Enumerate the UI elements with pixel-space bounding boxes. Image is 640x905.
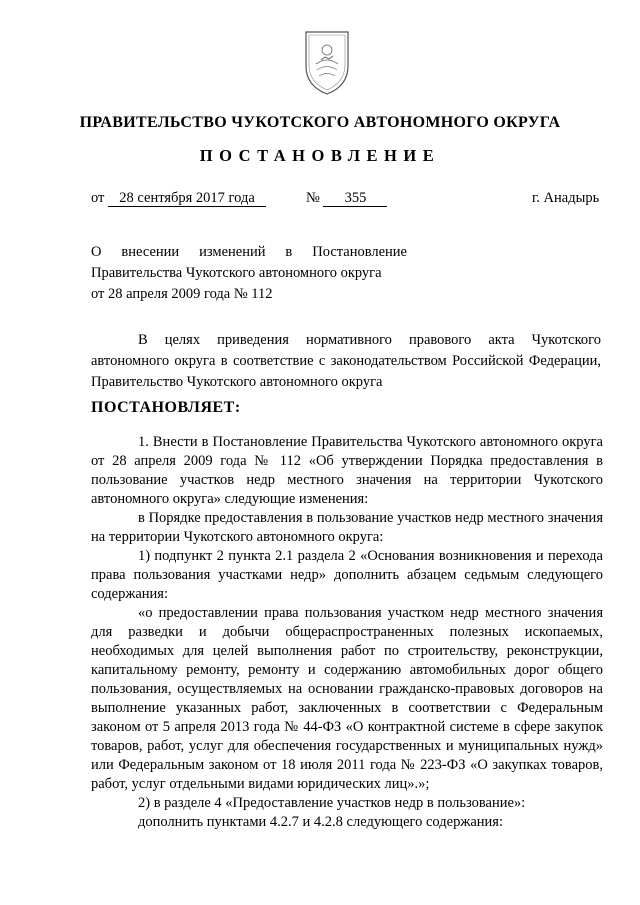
- number-sign: №: [306, 190, 320, 206]
- decree-body: [91, 433, 603, 832]
- city-name: г. Анадырь: [532, 190, 600, 206]
- body-paragraph: «о предоставлении права пользования участком недр местного значения для разведки и добычи общераспространенных полезных ископаемых, необходимых для целей выполнения работ по строительству, реконструкции, капитальному ремонту, ремонту и содержанию автомобильных дорог общего пользования, осуществляемых на основании гражданско-правовых договоров на выполнение указанных работ, заключенных в соответствии с Федеральным законом от 5 апреля 2013 года № 44-ФЗ «О контрактной системе в сфере закупок товаров, работ, услуг для обеспечения государственных и муниципальных нужд» или Федеральным законом от 18 июля 2011 года № 223-ФЗ «О закупках товаров, работ, услуг отдельными видами юридических лиц».»;: [91, 605, 603, 792]
- government-title: ПРАВИТЕЛЬСТВО ЧУКОТСКОГО АВТОНОМНОГО ОКРУГА: [79, 114, 561, 131]
- coat-of-arms-emblem: [304, 30, 350, 96]
- subject-line: от 28 апреля 2009 года № 112: [91, 286, 273, 302]
- decree-title: ПОСТАНОВЛЕНИЕ: [199, 146, 441, 165]
- decree-number: 355: [323, 191, 387, 207]
- subject-line: Правительства Чукотского автономного округа: [91, 265, 382, 281]
- body-paragraph: дополнить пунктами 4.2.7 и 4.2.8 следующего содержания:: [138, 814, 503, 830]
- body-paragraph: 1) подпункт 2 пункта 2.1 раздела 2 «Основания возникновения и перехода права пользования участками недр» дополнить абзацем седьмым следующего содержания:: [91, 548, 603, 602]
- decree-date: 28 сентября 2017 года: [108, 191, 266, 207]
- body-paragraph: в Порядке предоставления в пользование участков недр местного значения на территории Чукотского автономного округа:: [91, 510, 603, 545]
- body-paragraph: 2) в разделе 4 «Предоставление участков недр в пользование»:: [138, 795, 526, 811]
- body-paragraph: 1. Внести в Постановление Правительства Чукотского автономного округа от 28 апреля 2009 года № 112 «Об утверждении Порядка предоставления в пользование участков недр местного значения на территории Чукотского автономного округа» следующие изменения:: [91, 434, 603, 507]
- decree-date-block: [91, 190, 266, 207]
- subject-line: О внесении изменений в Постановление: [91, 244, 407, 260]
- preamble-text: В целях приведения нормативного правового акта Чукотского автономного округа в соответствие с законодательством Российской Федерации, Правительство Чукотского автономного округа: [91, 332, 601, 390]
- resolves-heading: ПОСТАНОВЛЯЕТ:: [91, 399, 241, 416]
- date-prefix: от: [91, 190, 105, 206]
- decree-number-block: [306, 190, 387, 207]
- preamble: [91, 330, 601, 393]
- decree-subject: [91, 242, 407, 305]
